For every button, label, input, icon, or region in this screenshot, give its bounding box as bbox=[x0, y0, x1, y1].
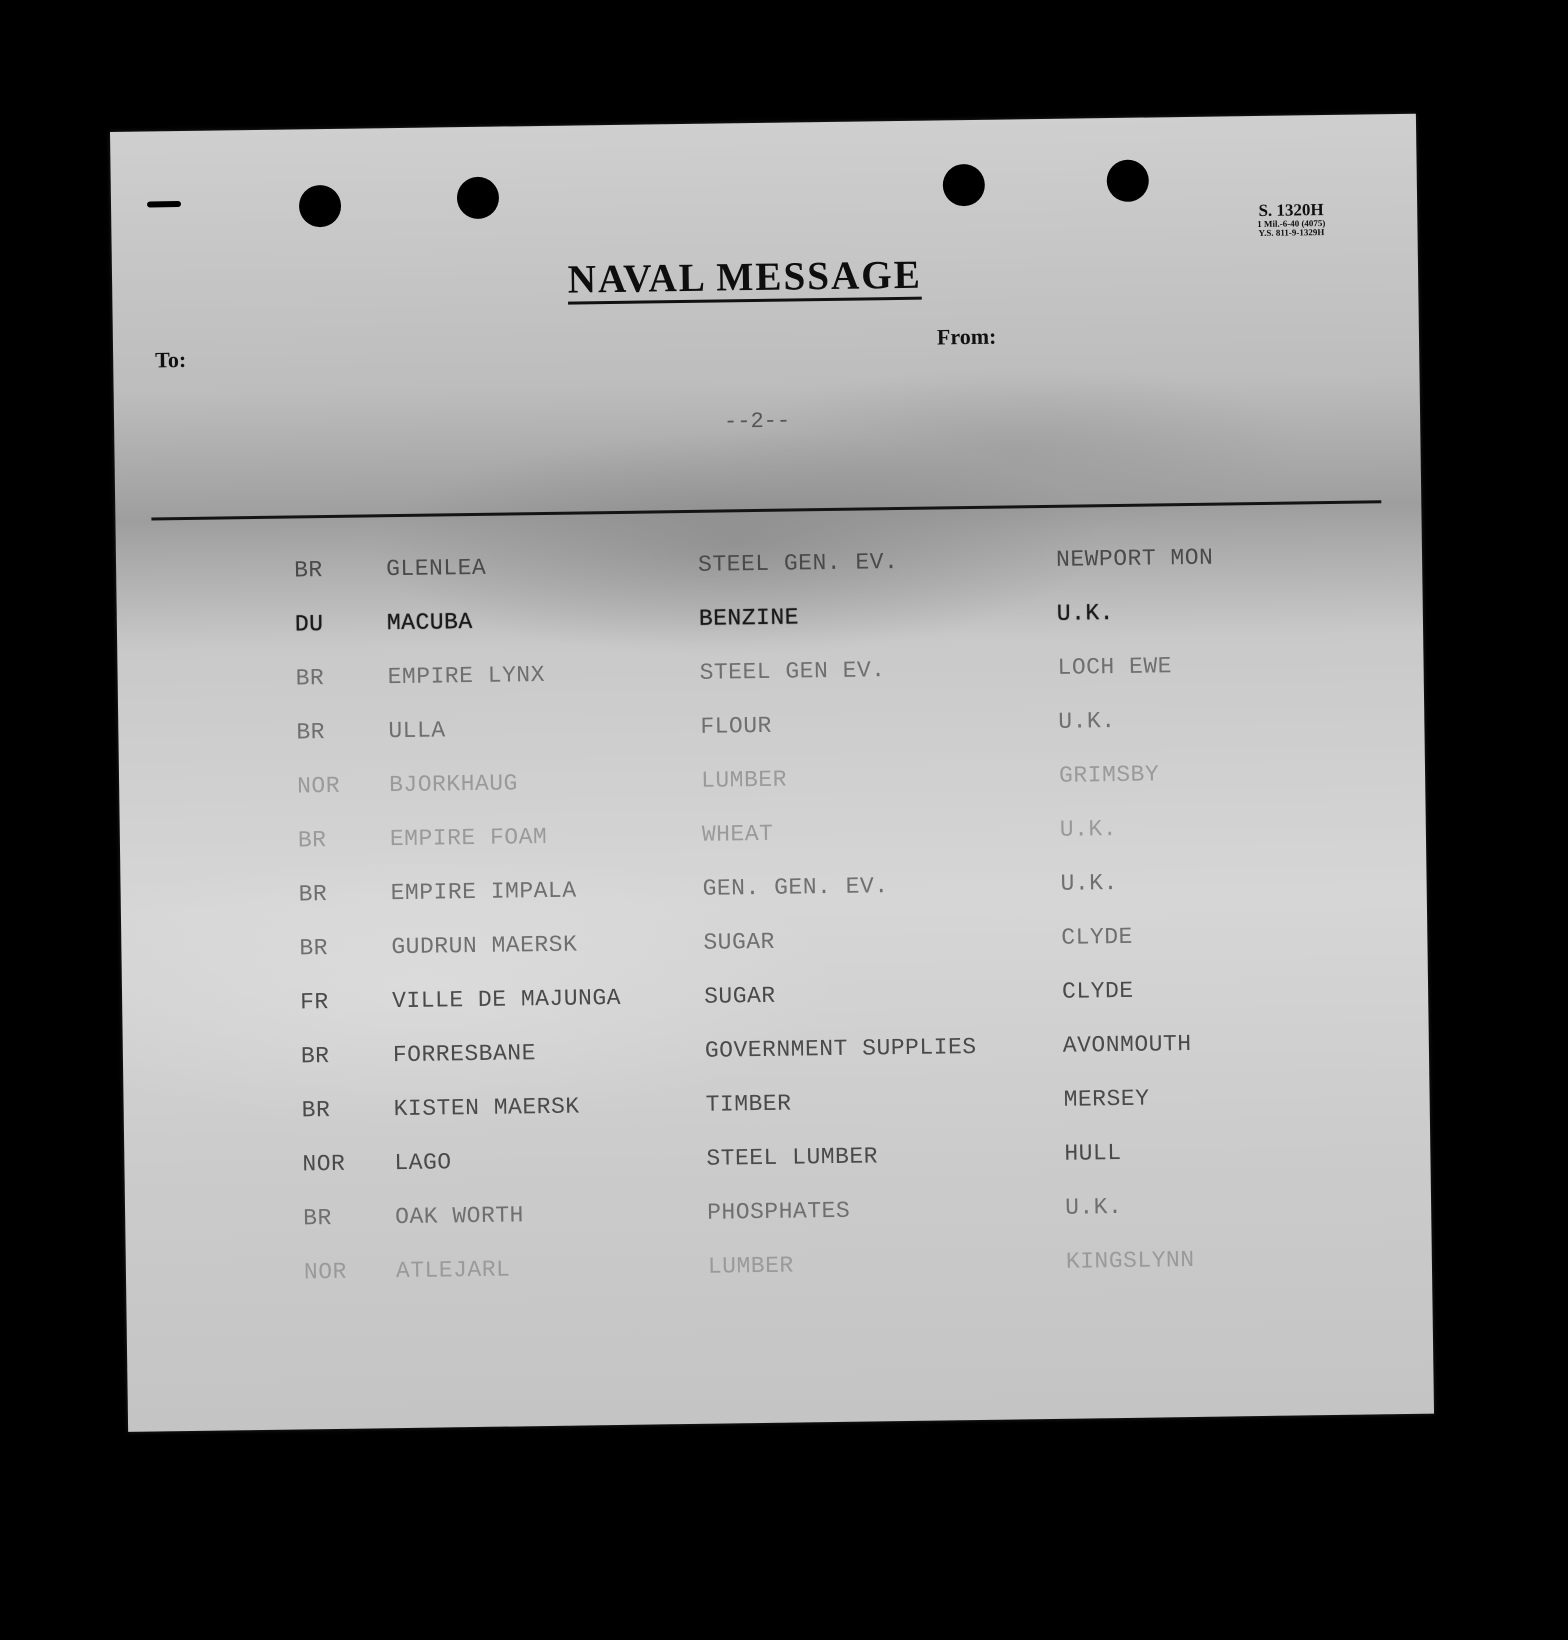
ship-destination: U.K. bbox=[1060, 870, 1118, 897]
ship-destination: U.K. bbox=[1064, 1193, 1123, 1221]
ship-destination: U.K. bbox=[1058, 708, 1116, 735]
ship-flag: BR bbox=[297, 827, 327, 854]
ship-cargo: SUGAR bbox=[703, 928, 776, 956]
punch-hole bbox=[943, 164, 986, 207]
ship-cargo: STEEL GEN. EV. bbox=[697, 549, 899, 578]
ship-flag: BR bbox=[301, 1097, 331, 1124]
ship-flag: BR bbox=[296, 719, 326, 746]
ship-destination: LOCH EWE bbox=[1057, 653, 1173, 681]
punch-hole bbox=[1106, 160, 1149, 203]
form-code-line: S. 1320H bbox=[1258, 200, 1324, 220]
form-code-line: 1 Mil.-6-40 (4075) bbox=[1257, 217, 1326, 229]
ship-destination: NEWPORT MON bbox=[1055, 544, 1214, 573]
ship-list bbox=[116, 542, 1422, 1286]
ship-name: KISTEN MAERSK bbox=[393, 1093, 580, 1123]
list-item bbox=[121, 920, 1427, 970]
ship-flag: NOR bbox=[302, 1150, 346, 1178]
punch-hole bbox=[299, 185, 342, 228]
ship-destination: U.K. bbox=[1059, 816, 1118, 843]
ship-cargo: STEEL LUMBER bbox=[706, 1143, 879, 1172]
ship-destination: KINGSLYNN bbox=[1065, 1246, 1195, 1275]
ship-destination: GRIMSBY bbox=[1058, 761, 1160, 789]
ship-flag: BR bbox=[295, 665, 325, 692]
ship-flag: BR bbox=[293, 557, 323, 584]
header-divider bbox=[151, 500, 1381, 520]
ship-flag: BR bbox=[298, 881, 328, 908]
document-title: NAVAL MESSAGE bbox=[567, 253, 922, 305]
paper-tear-mark bbox=[147, 201, 181, 207]
list-item bbox=[123, 1028, 1429, 1078]
list-item bbox=[124, 1082, 1430, 1132]
ship-name: ULLA bbox=[388, 717, 446, 745]
list-item bbox=[119, 758, 1425, 808]
list-item bbox=[122, 974, 1428, 1024]
ship-destination: CLYDE bbox=[1061, 923, 1134, 951]
list-item bbox=[126, 1244, 1432, 1294]
form-code-line: Y.S. 811-9-1329H bbox=[1258, 227, 1325, 239]
ship-name: ATLEJARL bbox=[395, 1256, 511, 1285]
ship-destination: MERSEY bbox=[1063, 1085, 1150, 1113]
list-item bbox=[125, 1190, 1431, 1240]
ship-cargo: PHOSPHATES bbox=[706, 1197, 851, 1226]
ship-name: FORRESBANE bbox=[392, 1040, 537, 1069]
ship-cargo: LUMBER bbox=[707, 1252, 794, 1280]
ship-flag: DU bbox=[294, 611, 324, 638]
list-item bbox=[124, 1136, 1430, 1186]
ship-cargo: GEN. GEN. EV. bbox=[702, 873, 889, 902]
list-item bbox=[116, 542, 1422, 592]
to-label: To: bbox=[155, 346, 187, 373]
page-number: --2-- bbox=[723, 408, 791, 435]
ship-cargo: FLOUR bbox=[700, 712, 773, 740]
naval-message-form bbox=[110, 114, 1434, 1432]
list-item bbox=[117, 650, 1423, 700]
ship-name: OAK WORTH bbox=[394, 1202, 525, 1231]
ship-flag: BR bbox=[300, 1043, 330, 1070]
ship-name: EMPIRE FOAM bbox=[389, 823, 548, 853]
ship-destination: HULL bbox=[1064, 1139, 1122, 1167]
ship-cargo: TIMBER bbox=[705, 1090, 792, 1118]
ship-destination: CLYDE bbox=[1061, 977, 1134, 1005]
list-item bbox=[117, 596, 1423, 646]
ship-name: BJORKHAUG bbox=[388, 770, 519, 799]
ship-flag: BR bbox=[299, 935, 329, 962]
punch-hole bbox=[457, 177, 500, 220]
form-code bbox=[1257, 201, 1326, 239]
ship-cargo: GOVERNMENT SUPPLIES bbox=[704, 1033, 977, 1064]
ship-destination: AVONMOUTH bbox=[1062, 1030, 1192, 1059]
ship-flag: NOR bbox=[303, 1258, 348, 1286]
ship-name: GUDRUN MAERSK bbox=[391, 931, 578, 961]
ship-name: GLENLEA bbox=[385, 554, 487, 583]
ship-name: LAGO bbox=[394, 1149, 452, 1177]
from-label: From: bbox=[936, 323, 997, 350]
ship-cargo: BENZINE bbox=[698, 604, 800, 632]
ship-cargo: STEEL GEN EV. bbox=[699, 657, 886, 686]
ship-cargo: WHEAT bbox=[701, 820, 774, 848]
ship-flag: BR bbox=[303, 1205, 332, 1232]
ship-cargo: LUMBER bbox=[700, 766, 788, 794]
ship-flag: FR bbox=[299, 989, 329, 1016]
ship-name: EMPIRE LYNX bbox=[387, 661, 546, 691]
ship-cargo: SUGAR bbox=[703, 982, 776, 1010]
list-item bbox=[120, 812, 1426, 862]
ship-name: EMPIRE IMPALA bbox=[390, 877, 577, 907]
ship-name: MACUBA bbox=[386, 608, 473, 637]
list-item bbox=[120, 866, 1426, 916]
ship-name: VILLE DE MAJUNGA bbox=[391, 984, 622, 1015]
ship-flag: NOR bbox=[296, 772, 341, 800]
ship-destination: U.K. bbox=[1056, 600, 1115, 627]
list-item bbox=[118, 704, 1424, 754]
